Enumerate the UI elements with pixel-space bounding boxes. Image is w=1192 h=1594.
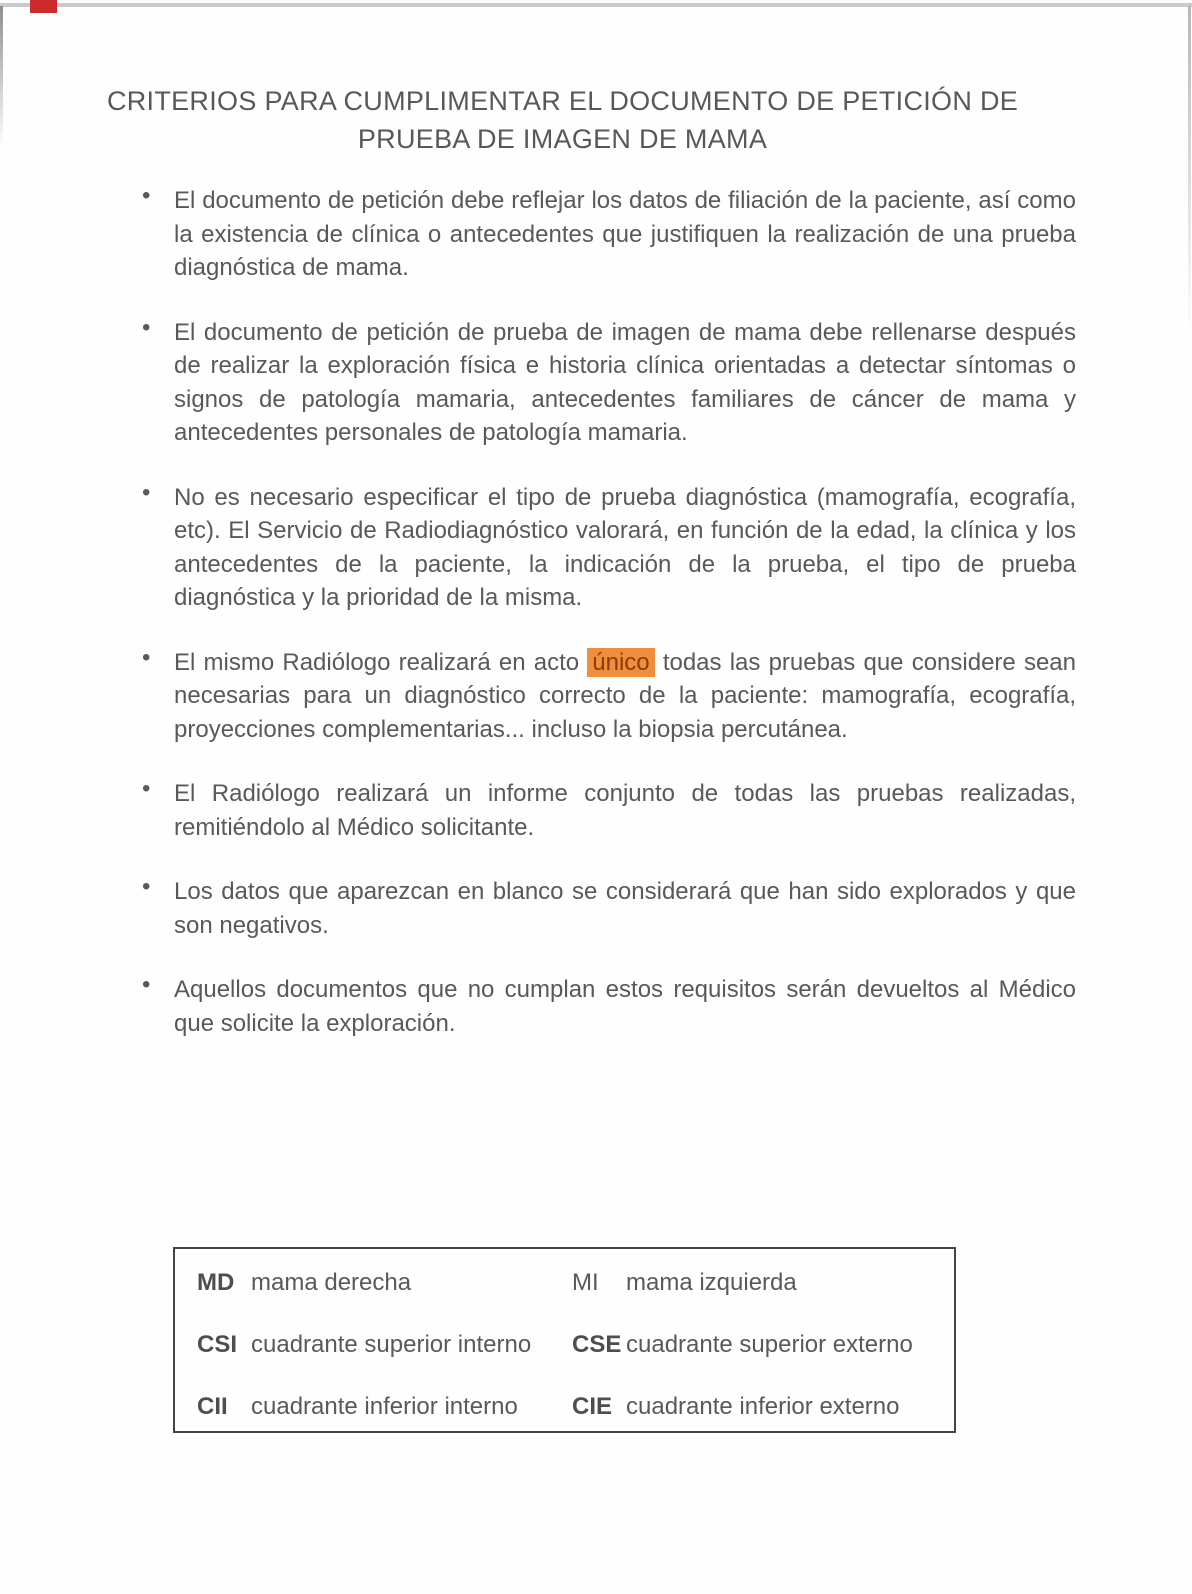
title-line-1: CRITERIOS PARA CUMPLIMENTAR EL DOCUMENTO DE PETICIÓN DE	[106, 86, 1019, 116]
bullet-text-segment: todas las pruebas que considere sean necesarias para un diagnóstico correcto de la paciente: mamografía, ecografía, proyecciones complementarias... incluso la biopsia percutánea.	[174, 648, 1076, 743]
list-item	[140, 777, 1076, 844]
legend-entry-cie	[572, 1390, 954, 1423]
bullet-dot: •	[142, 971, 151, 998]
legend-entry-cii	[197, 1390, 572, 1423]
abbreviation-label: cuadrante superior externo	[626, 1331, 913, 1358]
abbreviation-label: mama derecha	[251, 1269, 412, 1296]
bullet-text: No es necesario especificar el tipo de prueba diagnóstica (mamografía, ecografía, etc). El Servicio de Radiodiagnóstico valorará, en función de la edad, la clínica y los antecedentes de la paciente, la indicación de la prueba, el tipo de prueba diagnóstica y la prioridad de la misma.	[174, 483, 1076, 611]
abbreviation-label: cuadrante inferior externo	[626, 1393, 900, 1420]
abbreviation-label: mama izquierda	[626, 1269, 797, 1296]
bullet-text: El documento de petición de prueba de imagen de mama debe rellenarse después de realizar la exploración física e historia clínica orientadas a detectar síntomas o signos de patología mamaria, antecedentes familiares de cáncer de mama y antecedentes personales de patología mamaria.	[174, 318, 1076, 446]
abbreviation: MI	[572, 1269, 599, 1296]
page-top-border	[0, 3, 1192, 7]
list-item	[140, 973, 1076, 1040]
bullet-text	[174, 646, 1076, 747]
bullet-dot: •	[142, 182, 151, 209]
document-title	[90, 82, 1035, 158]
highlighted-word: único	[587, 648, 654, 677]
list-item	[140, 643, 1076, 747]
bullet-dot: •	[142, 643, 151, 671]
list-item	[140, 313, 1076, 450]
bullet-dot: •	[142, 873, 151, 900]
legend-entry-csi	[197, 1328, 572, 1361]
bullet-text-segment: El mismo Radiólogo realizará en acto	[174, 648, 588, 676]
abbreviation-label: cuadrante superior interno	[251, 1331, 532, 1358]
bullet-text: El Radiólogo realizará un informe conjunto de todas las pruebas realizadas, remitiéndolo al Médico solicitante.	[174, 780, 1076, 841]
abbreviation: CIE	[572, 1393, 613, 1420]
bullet-text: El documento de petición debe reflejar los datos de filiación de la paciente, así como la existencia de clínica o antecedentes que justifiquen la realización de una prueba diagnóstica de mama.	[174, 187, 1076, 281]
list-item	[140, 184, 1076, 285]
legend-entry-cse	[572, 1328, 954, 1361]
legend-entry-md	[197, 1266, 572, 1299]
criteria-list	[140, 184, 1076, 1071]
legend-row	[197, 1328, 954, 1361]
abbreviation-legend-box	[173, 1247, 956, 1433]
bullet-text: Los datos que aparezcan en blanco se considerará que han sido explorados y que son negativos.	[174, 878, 1076, 939]
bullet-text: Aquellos documentos que no cumplan estos requisitos serán devueltos al Médico que solicite la exploración.	[174, 976, 1076, 1037]
abbreviation: CII	[197, 1393, 228, 1420]
legend-row	[197, 1390, 954, 1423]
page-left-edge	[0, 6, 3, 146]
abbreviation: CSE	[572, 1331, 622, 1358]
list-item	[140, 875, 1076, 942]
abbreviation-label: cuadrante inferior interno	[251, 1393, 518, 1420]
bullet-dot: •	[142, 478, 151, 506]
legend-row	[197, 1266, 954, 1299]
page-right-edge	[1188, 6, 1191, 336]
abbreviation: MD	[197, 1269, 235, 1296]
red-corner-mark	[30, 0, 57, 13]
bullet-dot: •	[142, 775, 151, 802]
legend-entry-mi	[572, 1266, 954, 1299]
title-line-2: PRUEBA DE IMAGEN DE MAMA	[357, 124, 768, 154]
abbreviation: CSI	[197, 1331, 238, 1358]
bullet-dot: •	[142, 313, 151, 341]
list-item	[140, 478, 1076, 615]
